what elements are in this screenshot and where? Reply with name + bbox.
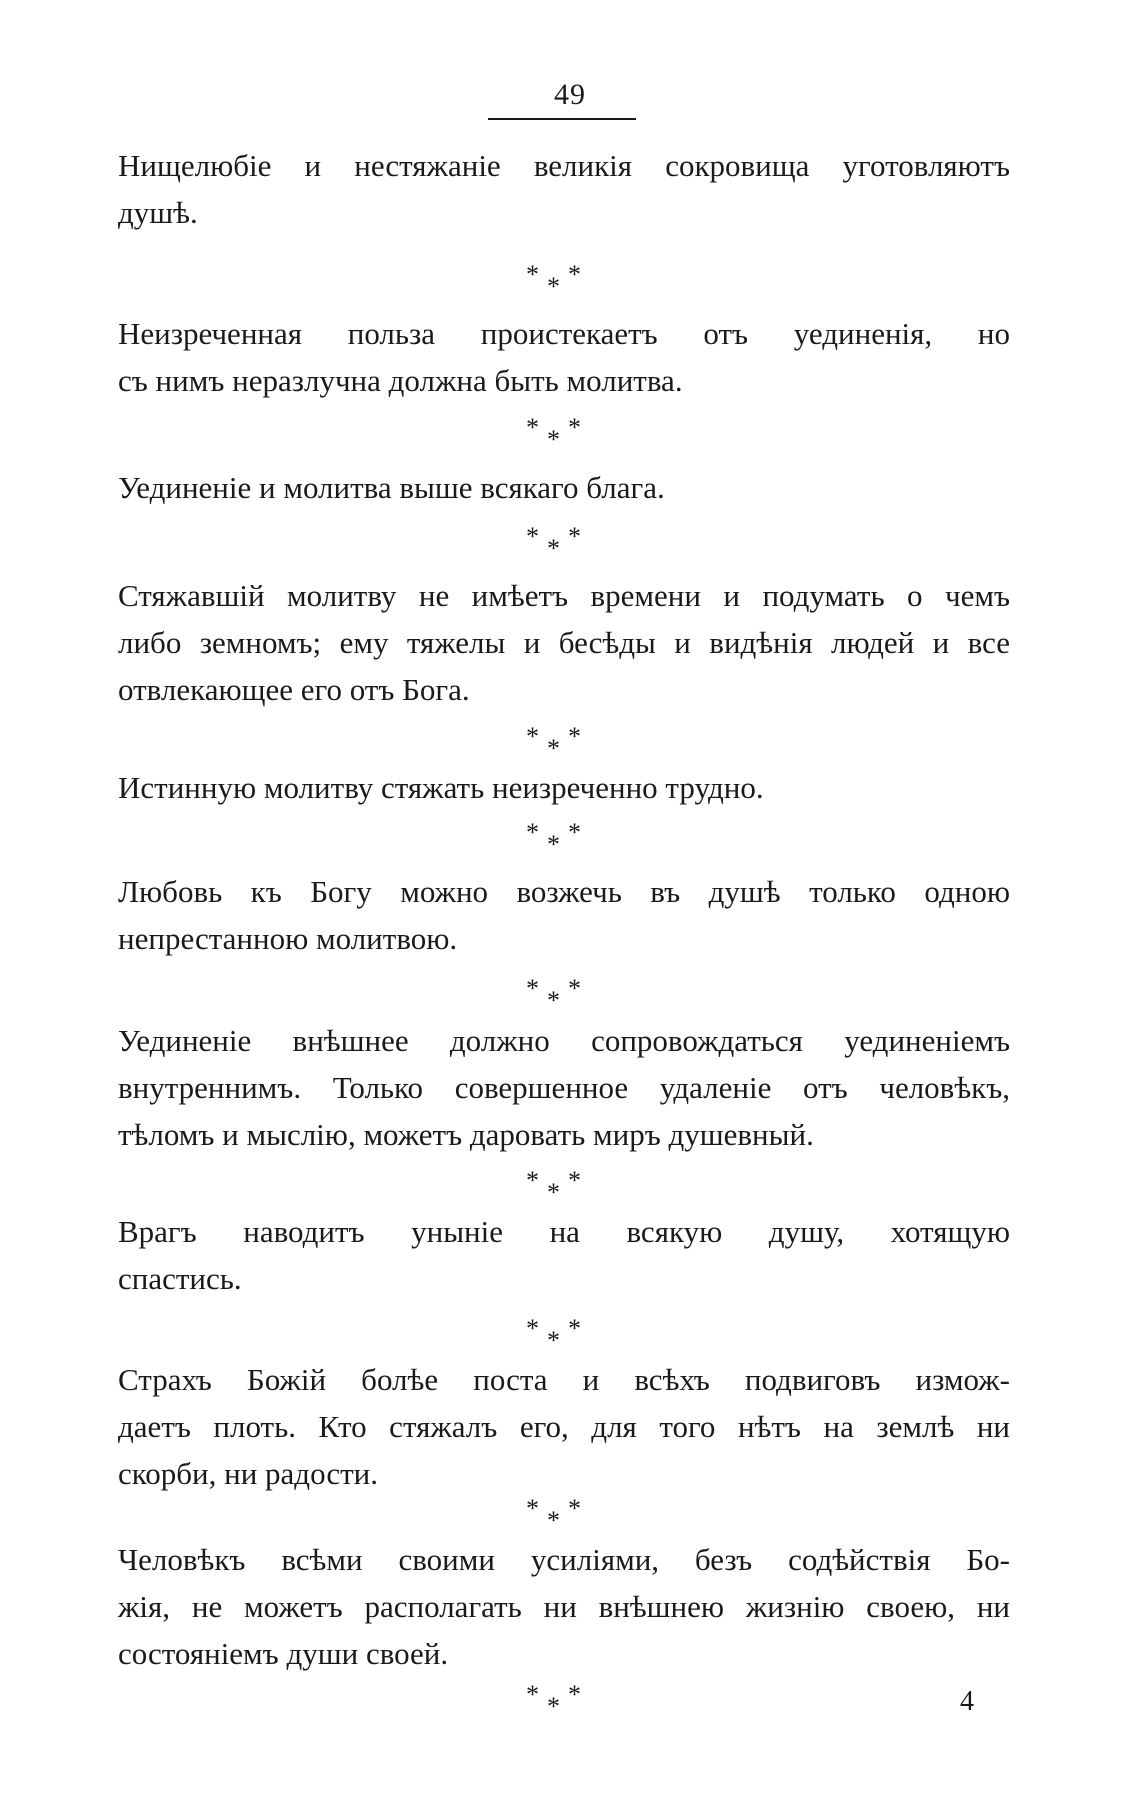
paragraph-4 [118, 572, 1010, 713]
text-line: спастись. [118, 1261, 242, 1296]
text-line: тѣломъ и мыслію, можетъ даровать миръ душевный. [118, 1117, 814, 1152]
text-line: Стяжавшій молитву не имѣетъ времени и подумать о чемъ [118, 578, 1010, 613]
star: * [568, 413, 581, 442]
text-line: даетъ плоть. Кто стяжалъ его, для того нѣтъ на землѣ ни [118, 1409, 1010, 1444]
text-line: либо земномъ; ему тяжелы и бесѣды и видѣнія людей и все [118, 625, 1010, 660]
star: * [568, 1680, 581, 1709]
star: * [547, 1692, 560, 1721]
star: * [568, 1166, 581, 1195]
star: * [547, 1178, 560, 1207]
star-separator [520, 722, 610, 763]
star: * [547, 734, 560, 763]
star: * [526, 260, 539, 289]
star: * [526, 1314, 539, 1343]
star: * [547, 1506, 560, 1535]
star: * [526, 413, 539, 442]
star: * [568, 722, 581, 751]
star: * [568, 522, 581, 551]
text-line: Врагъ наводитъ уныніе на всякую душу, хотящую [118, 1214, 1010, 1249]
star-separator [520, 522, 610, 563]
text-line: Человѣкъ всѣми своими усиліями, безъ содѣйствія Бо- [118, 1542, 1010, 1577]
star-separator [520, 1680, 610, 1721]
star-separator [520, 818, 610, 859]
star-separator [520, 1494, 610, 1535]
paragraph-2 [118, 310, 1010, 404]
text-line: съ нимъ неразлучна должна быть молитва. [118, 363, 683, 398]
star-separator [520, 1314, 610, 1355]
star: * [547, 534, 560, 563]
paragraph-8 [118, 1208, 1010, 1302]
star-separator [520, 413, 610, 454]
paragraph-3 [118, 464, 1010, 511]
paragraph-7 [118, 1017, 1010, 1158]
text-line: Страхъ Божій болѣе поста и всѣхъ подвиговъ измож- [118, 1362, 1010, 1397]
paragraph-5 [118, 764, 1010, 811]
star: * [568, 1494, 581, 1523]
star: * [547, 425, 560, 454]
star: * [568, 260, 581, 289]
text-line: состояніемъ души своей. [118, 1636, 449, 1671]
star: * [526, 1680, 539, 1709]
star: * [568, 1314, 581, 1343]
star-separator [520, 1166, 610, 1207]
paragraph-6 [118, 868, 1010, 962]
star: * [526, 722, 539, 751]
star: * [526, 974, 539, 1003]
star-separator [520, 974, 610, 1015]
text-line: душѣ. [118, 195, 198, 230]
text-line: отвлекающее его отъ Бога. [118, 672, 470, 707]
text-line: Уединеніе и молитва выше всякаго блага. [118, 470, 665, 505]
text-line: непрестанною молитвою. [118, 921, 458, 956]
paragraph-9 [118, 1356, 1010, 1497]
star: * [547, 986, 560, 1015]
text-line: Любовь къ Богу можно возжечь въ душѣ только одною [118, 874, 1010, 909]
text-line: внутреннимъ. Только совершенное удаленіе отъ человѣкъ, [118, 1070, 1010, 1105]
text-line: скорби, ни радости. [118, 1456, 378, 1491]
star-separator [520, 260, 610, 301]
star: * [547, 1326, 560, 1355]
star: * [547, 830, 560, 859]
star: * [526, 1166, 539, 1195]
text-line: Уединеніе внѣшнее должно сопровождаться уединеніемъ [118, 1023, 1010, 1058]
page-number: 49 [554, 78, 586, 111]
star: * [568, 974, 581, 1003]
star: * [526, 818, 539, 847]
text-line: Нищелюбіе и нестяжаніе великія сокровища уготовляютъ [118, 148, 1010, 183]
star: * [526, 522, 539, 551]
star: * [526, 1494, 539, 1523]
text-line: жія, не можетъ располагать ни внѣшнею жизнію своею, ни [118, 1589, 1010, 1624]
paragraph-1 [118, 142, 1010, 236]
text-line: Истинную молитву стяжать неизреченно трудно. [118, 770, 764, 805]
text-line: Неизреченная польза проистекаетъ отъ уединенія, но [118, 316, 1010, 351]
paragraph-10 [118, 1536, 1010, 1677]
star: * [547, 272, 560, 301]
signature-mark: 4 [960, 1686, 974, 1717]
star: * [568, 818, 581, 847]
header-rule [488, 118, 636, 120]
